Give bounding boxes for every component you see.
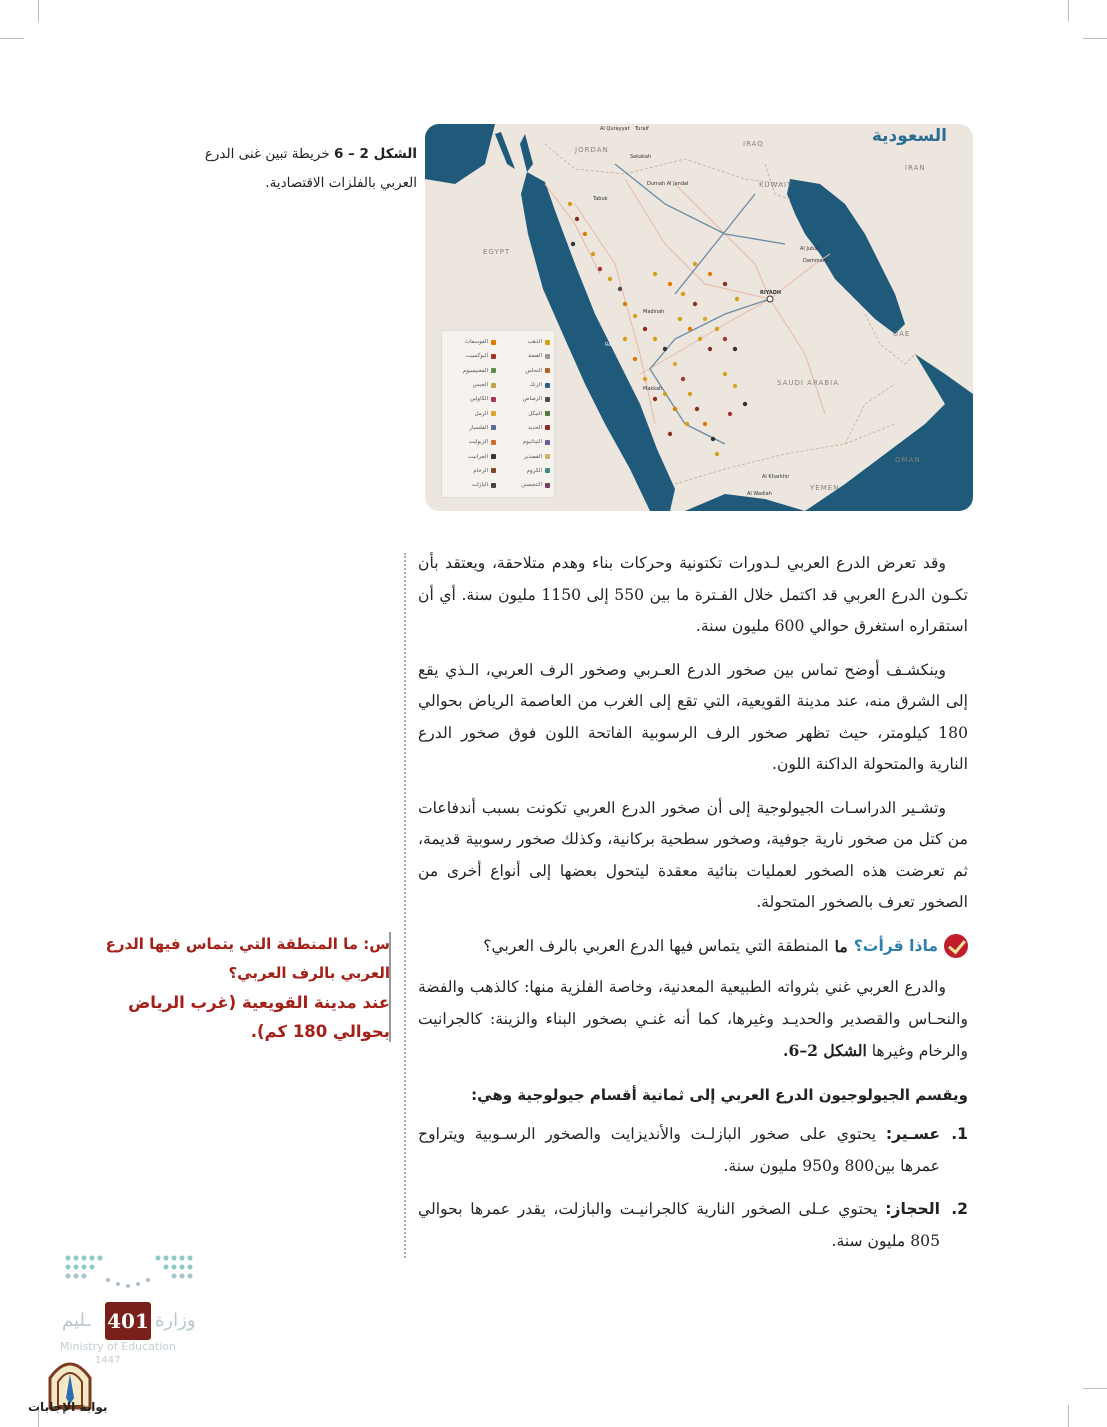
- reading-check-question: المنطقة التي يتماس فيها الدرع العربي بالرف العربي؟: [483, 936, 829, 955]
- legend-item: الرصاص: [498, 392, 550, 406]
- legend-swatch: [545, 483, 550, 488]
- map-label-egypt: EGYPT: [483, 248, 511, 256]
- list-number: 1.: [951, 1125, 968, 1143]
- crop-mark: [1068, 0, 1069, 22]
- reading-check: [418, 931, 968, 963]
- legend-item: البوكسيت: [444, 349, 496, 363]
- reading-check-prefix: ما: [834, 936, 848, 956]
- column-divider: [404, 553, 406, 1258]
- ministry-year: 1447: [95, 1355, 121, 1366]
- legend-item: التيتانيوم: [498, 435, 550, 449]
- map-label-red-sea: Red Sea: [605, 342, 626, 348]
- legend-item: الرخام: [444, 464, 496, 478]
- legend-swatch: [545, 411, 550, 416]
- legend-swatch: [545, 340, 550, 345]
- map-city: Sakakah: [630, 154, 652, 160]
- page-number: 401: [105, 1302, 151, 1340]
- list-body: [418, 1194, 940, 1257]
- map-label-iraq: IRAQ: [743, 140, 764, 148]
- map-label-saudi-arabia: SAUDI ARABIA: [777, 379, 839, 387]
- legend-swatch: [491, 383, 496, 388]
- crop-mark: [1083, 1388, 1107, 1389]
- legend-swatch: [545, 368, 550, 373]
- figure-number: الشكل 2 – 6: [333, 146, 417, 162]
- map-label-yemen: YEMEN: [810, 484, 840, 492]
- map-city: Al Wadiah: [747, 491, 772, 497]
- paragraph: [418, 972, 968, 1068]
- map-city: Makkah: [643, 386, 663, 392]
- legend-swatch: [545, 440, 550, 445]
- legend-swatch: [491, 483, 496, 488]
- map-city: Al Qurayyat: [600, 126, 630, 132]
- map-city: Dammam: [803, 258, 828, 264]
- legend-column: [444, 335, 496, 492]
- legend-item: المغنيسيوم: [444, 364, 496, 378]
- main-text: [418, 548, 968, 1269]
- map-legend: [441, 330, 555, 498]
- legend-swatch: [545, 454, 550, 459]
- crop-mark: [1068, 1405, 1069, 1427]
- map-city: Turaif: [635, 126, 649, 132]
- map-label-uae: UAE: [893, 330, 911, 338]
- paragraph: وتشـير الدراسـات الجيولوجية إلى أن صخور الدرع العربي تكونت بسبب أندفاعات من كتل من صخور نارية جوفية، وصخور سطحية بركانية، وكذلك صخور رسوبية قديمة، ثم تعرضت هذه الصخور لعمليات بنائية معقدة ليتحول بعضها إلى أنواع أخرى من الصخور تعرف بالصخور المتحولة.: [418, 798, 968, 911]
- map-label-jordan: JORDAN: [575, 146, 609, 154]
- legend-swatch: [491, 354, 496, 359]
- legend-swatch: [491, 468, 496, 473]
- list-title: عسـير:: [885, 1125, 940, 1143]
- legend-swatch: [545, 425, 550, 430]
- legend-swatch: [545, 397, 550, 402]
- map-title: السعودية: [871, 126, 947, 146]
- legend-swatch: [545, 383, 550, 388]
- answer-question: س: ما المنطقة التي يتماس فيها الدرع العربي بالرف العربي؟: [105, 935, 390, 982]
- reading-check-label: ماذا قرأت؟: [853, 936, 938, 955]
- legend-swatch: [491, 454, 496, 459]
- list-number: 2.: [951, 1200, 968, 1218]
- map-city: Tabuk: [593, 196, 608, 202]
- ministry-name-right: وزارة: [155, 1310, 196, 1331]
- legend-item: الزنك: [498, 378, 550, 392]
- legend-swatch: [491, 368, 496, 373]
- map-city: Al Kharkhir: [762, 474, 790, 480]
- list-item: [418, 1119, 968, 1182]
- list-text: يحتوي عـلى الصخور النارية كالجرانيـت والبازلت، يقدر عمرها بحوالي 805 مليون سنة.: [418, 1200, 940, 1250]
- figure-caption-text: خريطة تبين غنى الدرع العربي بالفلزات الاقتصادية.: [204, 146, 417, 191]
- legend-item: الرمل: [444, 406, 496, 420]
- paragraph-text: والدرع العربي غني بثرواته الطبيعية المعدنية، وخاصة الفلزية منها: كالذهب والفضة والنحـاس والقصدير والحديـد وغيرها، كما أنه غنـي بصخور البناء والزينة: كالجرانيت والرخام وغيرها: [418, 978, 968, 1060]
- map-city: Al Jubail: [800, 246, 821, 252]
- list-body: [418, 1119, 940, 1182]
- legend-item: الفضة: [498, 349, 550, 363]
- map-label-kuwait: KUWAIT: [759, 181, 793, 189]
- ministry-name-left: ـليم: [62, 1310, 91, 1331]
- legend-swatch: [491, 397, 496, 402]
- mineral-map: [425, 124, 973, 511]
- ministry-name-english: Ministry of Education: [60, 1340, 177, 1353]
- map-label-oman: OMAN: [895, 456, 921, 464]
- site-name: بوابة الإجابات: [28, 1400, 108, 1414]
- legend-swatch: [545, 354, 550, 359]
- crop-mark: [0, 38, 24, 39]
- figure-caption: [177, 140, 417, 198]
- legend-item: الذهب: [498, 335, 550, 349]
- legend-item: النحاس: [498, 364, 550, 378]
- legend-item: الجرانيت: [444, 449, 496, 463]
- legend-item: الكاولين: [444, 392, 496, 406]
- map-city: Dumah Al Jandal: [647, 181, 689, 187]
- legend-swatch: [545, 468, 550, 473]
- map-city: Madinah: [643, 309, 665, 315]
- list-item: [418, 1194, 968, 1257]
- legend-swatch: [491, 340, 496, 345]
- legend-swatch: [491, 425, 496, 430]
- section-heading: ويقسم الجيولوجيون الدرع العربي إلى ثمانية أقسام جيولوجية وهي:: [471, 1085, 968, 1104]
- paragraph: وينكشـف أوضح تماس بين صخور الدرع العـربي وصخور الرف العربي، الـذي يقع إلى الشرق منه، عند مدينة القويعية، التي تقع إلى الغرب من العاصمة الرياض بحوالي 180 كيلومتر، حيث تظهر صخور الرف الرسوبية الفاتحة اللون فوق صخور الدرع النارية والمتحولة الداكنة اللون.: [418, 660, 968, 773]
- legend-item: البازلت: [444, 478, 496, 492]
- legend-item: التنجستن: [498, 478, 550, 492]
- crop-mark: [1083, 38, 1107, 39]
- checkmark-icon: [944, 934, 968, 958]
- crop-mark: [38, 0, 39, 22]
- map-city-riyadh: RIYADH: [760, 290, 782, 296]
- paragraph: وقد تعرض الدرع العربي لـدورات تكتونية وحركات بناء وهدم متلاحقة، ويعتقد بأن تكـون الدرع العربي قد اكتمل خلال الفـترة ما بين 550 إلى 1150 مليون سنة. أي أن استقراره استغرق حوالي 600 مليون سنة.: [418, 554, 969, 635]
- legend-column: [498, 335, 550, 492]
- map-label-iran: IRAN: [905, 164, 926, 172]
- legend-item: الجبس: [444, 378, 496, 392]
- legend-swatch: [491, 440, 496, 445]
- legend-item: الحديد: [498, 421, 550, 435]
- legend-item: الفوسفات: [444, 335, 496, 349]
- answer-note: [88, 930, 390, 1046]
- legend-item: الزيوليت: [444, 435, 496, 449]
- legend-item: الكروم: [498, 464, 550, 478]
- list-text: يحتوي على صخور البازلـت والأنديزايت والصخور الرسـوبية ويتراوح عمرها بين800 و950 مليون سنة.: [418, 1125, 940, 1175]
- legend-item: الفلسبار: [444, 421, 496, 435]
- legend-swatch: [491, 411, 496, 416]
- figure-reference: الشكل 2–6.: [783, 1041, 867, 1060]
- legend-item: النيكل: [498, 406, 550, 420]
- list-title: الحجاز:: [885, 1200, 940, 1218]
- answer-text: عند مدينة القويعية (غرب الرياض بحوالي 180 كم).: [128, 993, 390, 1041]
- legend-item: القصدير: [498, 449, 550, 463]
